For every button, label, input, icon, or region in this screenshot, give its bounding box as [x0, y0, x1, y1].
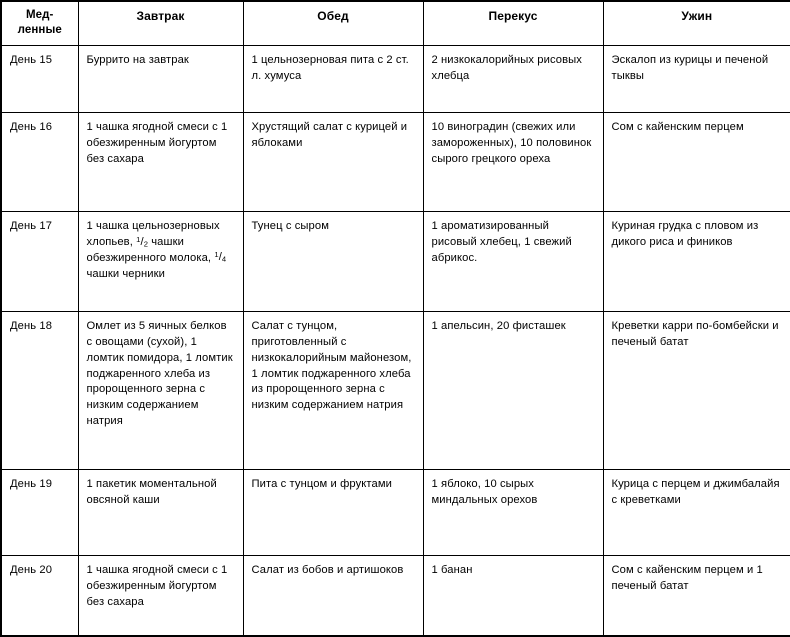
- column-header-breakfast: Завтрак: [78, 1, 243, 45]
- breakfast-text-part3: чашки черники: [86, 267, 165, 280]
- column-header-snack: Перекус: [423, 1, 603, 45]
- day-label: День 18: [1, 311, 78, 469]
- cell-lunch: Салат с тунцом, приготовленный с низкокалорийным майонезом, 1 ломтик поджаренного хлеба из пророщенного зерна с низким содержанием натрия: [243, 311, 423, 469]
- day-label: День 16: [1, 112, 78, 211]
- cell-snack: 10 виноградин (свежих или замороженных), 10 половинок сырого грецкого ореха: [423, 112, 603, 211]
- cell-dinner: Куриная грудка с пловом из дикого риса и фиников: [603, 211, 790, 311]
- breakfast-text-part1: 1 чашка цельнозерновых хлопьев,: [86, 219, 220, 248]
- cell-snack: 1 апельсин, 20 фисташек: [423, 311, 603, 469]
- day-label: День 20: [1, 555, 78, 636]
- table-row: [1, 469, 790, 555]
- cell-breakfast: [78, 211, 243, 311]
- cell-dinner: Сом с кайенским перцем: [603, 112, 790, 211]
- table-row: [1, 555, 790, 636]
- cell-lunch: Салат из бобов и артишоков: [243, 555, 423, 636]
- cell-snack: 2 низкокалорийных рисовых хлебца: [423, 45, 603, 112]
- table-row: [1, 112, 790, 211]
- cell-dinner: Креветки карри по-бомбейски и печеный батат: [603, 311, 790, 469]
- cell-dinner: Сом с кайенским перцем и 1 печеный батат: [603, 555, 790, 636]
- cell-snack: 1 ароматизированный рисовый хлебец, 1 свежий абрикос.: [423, 211, 603, 311]
- column-header-lunch: Обед: [243, 1, 423, 45]
- table-row: [1, 311, 790, 469]
- table-body: [1, 45, 790, 636]
- column-header-days-line2: ленные: [17, 24, 62, 37]
- day-label: День 17: [1, 211, 78, 311]
- header-row: [1, 1, 790, 45]
- cell-dinner: Эскалоп из курицы и печеной тыквы: [603, 45, 790, 112]
- cell-breakfast: 1 чашка ягодной смеси с 1 обезжиренным йогуртом без сахара: [78, 112, 243, 211]
- cell-breakfast: 1 чашка ягодной смеси с 1 обезжиренным йогуртом без сахара: [78, 555, 243, 636]
- fraction-one-half: $^1$/2: [136, 234, 149, 249]
- cell-lunch: 1 цельнозерновая пита с 2 ст. л. хумуса: [243, 45, 423, 112]
- breakfast-text-part2: чашки обезжиренного молока,: [86, 235, 215, 264]
- table-row: [1, 45, 790, 112]
- day-label: День 19: [1, 469, 78, 555]
- cell-lunch: Хрустящий салат с курицей и яблоками: [243, 112, 423, 211]
- cell-breakfast: 1 пакетик моментальной овсяной каши: [78, 469, 243, 555]
- cell-lunch: Тунец с сыром: [243, 211, 423, 311]
- cell-snack: 1 яблоко, 10 сырых миндальных орехов: [423, 469, 603, 555]
- table-header: [1, 1, 790, 45]
- column-header-days-line1: Мед-: [25, 9, 54, 21]
- cell-breakfast: Омлет из 5 яичных белков с овощами (сухой), 1 ломтик помидора, 1 ломтик поджаренного хлеба из пророщенного зерна с низким содержанием натрия: [78, 311, 243, 469]
- table-row: [1, 211, 790, 311]
- column-header-days: [1, 1, 78, 45]
- cell-lunch: Пита с тунцом и фруктами: [243, 469, 423, 555]
- cell-dinner: Курица с перцем и джимбалайя с креветками: [603, 469, 790, 555]
- fraction-one-quarter: $^1$/4: [214, 250, 227, 264]
- column-header-dinner: Ужин: [603, 1, 790, 45]
- cell-snack: 1 банан: [423, 555, 603, 636]
- cell-breakfast: Буррито на завтрак: [78, 45, 243, 112]
- day-label: День 15: [1, 45, 78, 112]
